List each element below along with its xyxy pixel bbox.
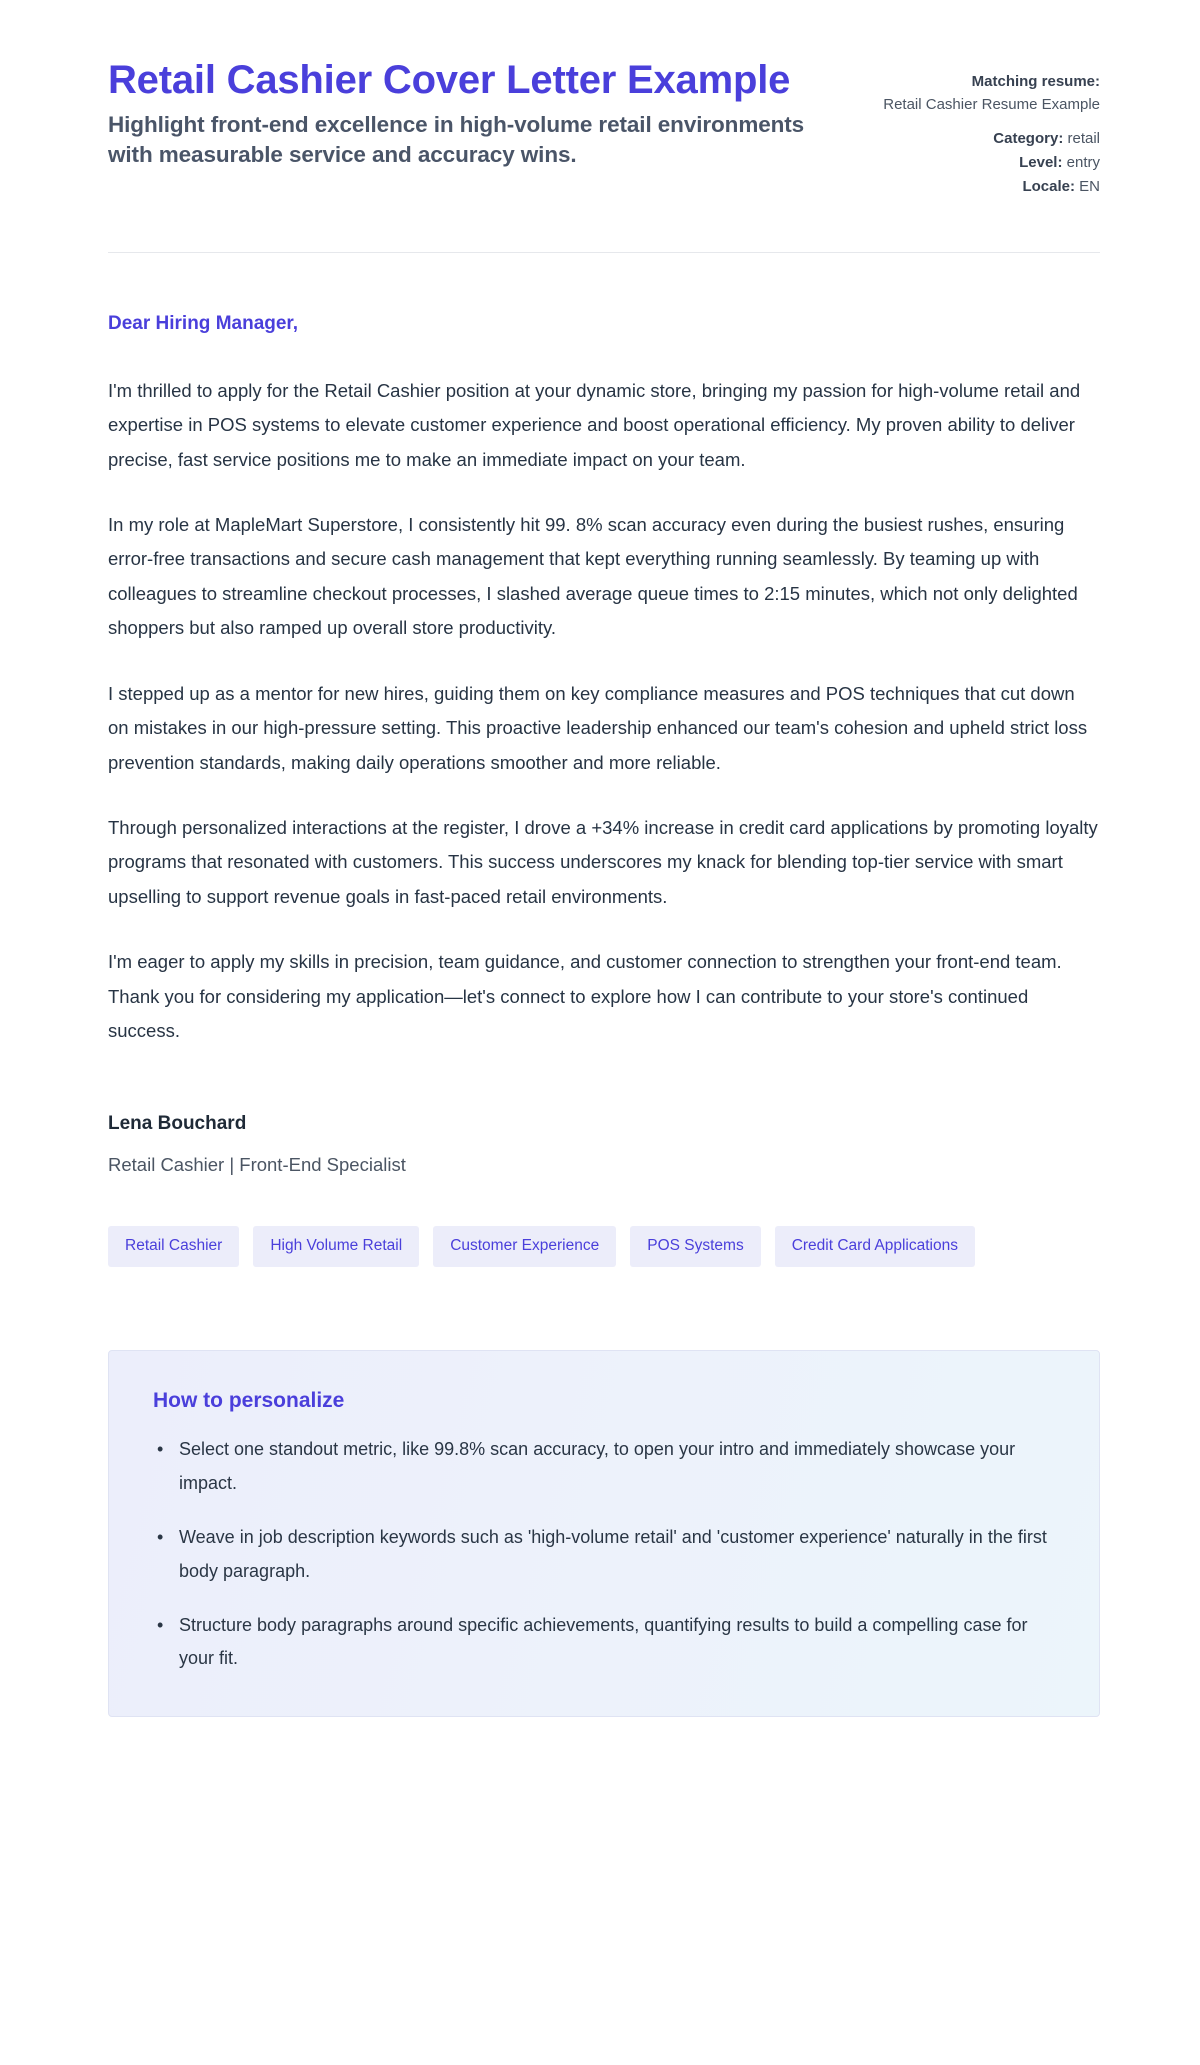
bullet-icon: • xyxy=(157,1614,164,1635)
letter-paragraph-1: I'm thrilled to apply for the Retail Cashier position at your dynamic store, bringing my passion for high-volume retail and expertise in POS systems to elevate customer experience and boost operational efficiency. My proven ability to deliver precise, fast service positions me to make an immediate impact on your team. xyxy=(108,379,1081,470)
letter-salutation: Dear Hiring Manager, xyxy=(108,313,299,335)
meta-matching-resume xyxy=(870,70,1100,117)
meta-locale-label: Locale: xyxy=(1022,178,1075,195)
meta-locale-value: EN xyxy=(1079,178,1100,195)
page-subtitle: Highlight front-end excellence in high-volume retail environments with measurable service and accuracy wins. xyxy=(108,111,805,167)
signature-block xyxy=(0,1110,1200,1179)
personalize-tip-text: Structure body paragraphs around specific achievements, quantifying results to build a compelling case for your fit. xyxy=(179,1614,1028,1669)
signature-name: Lena Bouchard xyxy=(108,1113,247,1135)
personalize-panel xyxy=(108,1350,1100,1717)
personalize-tip-item xyxy=(157,1433,1049,1501)
tag-chip[interactable]: High Volume Retail xyxy=(253,1226,419,1267)
meta-category-value: retail xyxy=(1067,129,1100,147)
tag-list xyxy=(0,1226,1200,1267)
letter-paragraph-4: Through personalized interactions at the register, I drove a +34% increase in credit card applications by promoting loyalty programs that resonated with customers. This success underscores my knack for blending top-tier service with smart upselling to support revenue goals in fast-paced retail environments. xyxy=(108,816,1098,907)
document-metadata xyxy=(870,58,1100,199)
tag-chip[interactable]: POS Systems xyxy=(630,1226,760,1267)
bullet-icon: • xyxy=(157,1526,164,1547)
meta-locale xyxy=(870,175,1100,198)
signature-role: Retail Cashier | Front-End Specialist xyxy=(108,1153,406,1175)
bullet-icon: • xyxy=(157,1439,164,1460)
meta-level-value: entry xyxy=(1066,153,1100,171)
meta-level xyxy=(870,151,1100,174)
personalize-tip-item xyxy=(157,1521,1049,1589)
meta-matching-resume-value: Retail Cashier Resume Example xyxy=(883,96,1100,114)
personalize-tip-list xyxy=(153,1433,1055,1676)
page-title: Retail Cashier Cover Letter Example xyxy=(108,58,791,102)
personalize-panel-title: How to personalize xyxy=(153,1388,345,1412)
personalize-tip-text: Select one standout metric, like 99.8% scan accuracy, to open your intro and immediately showcase your impact. xyxy=(179,1439,1016,1494)
letter-body xyxy=(0,311,1200,1048)
tag-chip[interactable]: Credit Card Applications xyxy=(775,1226,975,1267)
letter-paragraph-2: In my role at MapleMart Superstore, I consistently hit 99. 8% scan accuracy even during the busiest rushes, ensuring error-free transactions and secure cash management that kept everything running seamlessly. By teaming up with colleagues to streamline checkout processes, I slashed average queue times to 2:15 minutes, which not only delighted shoppers but also ramped up overall store productivity. xyxy=(108,514,1078,639)
header-divider xyxy=(108,252,1100,253)
letter-paragraph-3: I stepped up as a mentor for new hires, guiding them on key compliance measures and POS techniques that cut down on mistakes in our high-pressure setting. This proactive leadership enhanced our team's cohesion and upheld strict loss prevention standards, making daily operations smoother and more reliable. xyxy=(108,682,1088,773)
tag-chip[interactable]: Customer Experience xyxy=(433,1226,616,1267)
meta-category-label: Category: xyxy=(993,129,1064,147)
letter-paragraph-5: I'm eager to apply my skills in precision, team guidance, and customer connection to strengthen your front-end team. Thank you for considering my application—let's connect to explore how I can contribute to your store's continued success. xyxy=(108,951,1062,1041)
meta-matching-resume-label: Matching resume: xyxy=(971,73,1100,90)
page-header xyxy=(0,0,1200,199)
personalize-tip-item xyxy=(157,1609,1049,1677)
meta-level-label: Level: xyxy=(1019,153,1063,171)
meta-category xyxy=(870,127,1100,150)
header-title-block xyxy=(108,58,830,169)
personalize-tip-text: Weave in job description keywords such as 'high-volume retail' and 'customer experience' naturally in the first body paragraph. xyxy=(179,1526,1047,1581)
tag-chip[interactable]: Retail Cashier xyxy=(108,1226,239,1267)
